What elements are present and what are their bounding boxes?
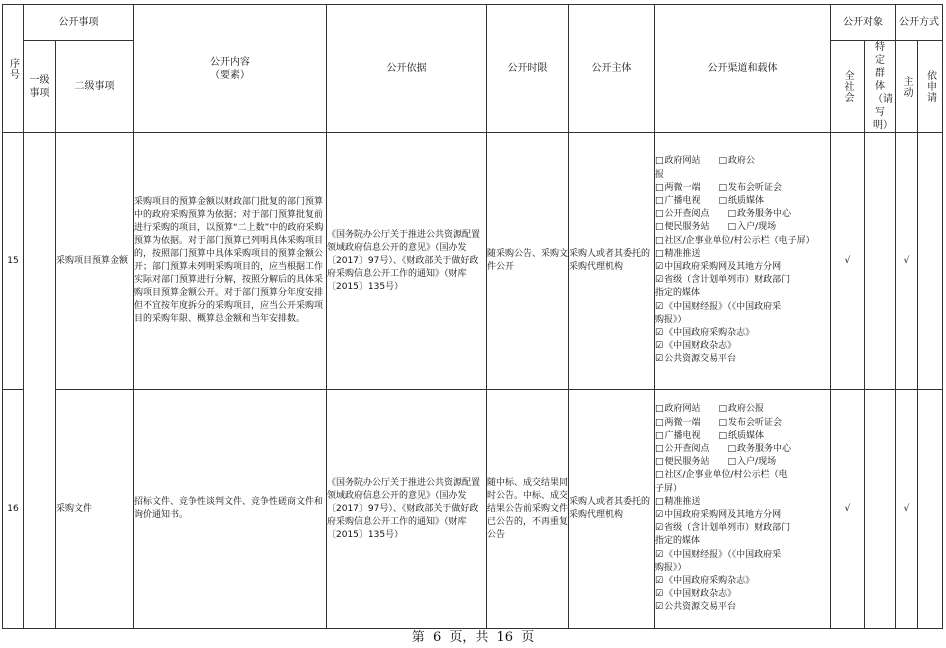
table-row [3,133,943,390]
channel-label: 两微一端 [664,182,701,193]
channel-line [655,443,830,456]
checkbox-icon: □ [718,404,728,415]
channel-label: 公开查阅点 [664,443,710,454]
channel-line [655,327,830,340]
channel-label: 中国政府采购网及其地方分网 [664,510,782,520]
disclosure-table [2,4,943,629]
channel-label: 政府公 [728,156,756,167]
channel-label: 《中国政府采购杂志》 [664,328,755,339]
checkbox-icon: □ [655,209,664,220]
checkbox-icon: □ [655,195,664,206]
channel-label: 《中国财政杂志》 [664,341,737,352]
row-seq: 15 [3,133,24,390]
header-seq: 序号 [3,5,24,133]
channel-line [655,155,830,168]
checkbox-icon: □ [718,417,728,428]
channel-line [655,403,830,416]
channel-label: 《中国财经报》（《中国政府采 [664,549,782,560]
header-content-sub: （要素） [210,69,250,81]
row-seq: 16 [3,390,24,629]
row-audience-specific [865,390,896,629]
row-level2: 采购文件 [56,390,134,629]
checkbox-icon: □ [718,182,728,193]
channel-line [655,509,830,522]
footer-total-pages: 16 [496,630,514,645]
channel-line [655,496,830,509]
row-mode-request [918,133,943,390]
channel-line [655,274,830,287]
channel-label: 广播电视 [664,430,701,441]
header-content-title: 公开内容 [210,56,250,68]
checked-box-icon: ☑ [655,301,664,312]
checked-box-icon: ☑ [655,328,664,339]
channel-label: 政府网站 [664,156,701,167]
channel-label: 入户/现场 [737,222,777,233]
row-subject: 采购人或者其委托的采购代理机构 [569,133,655,390]
channel-label: 公共资源交易平台 [664,354,737,365]
page-footer [0,626,946,645]
row-mode-active: √ [896,133,918,390]
channel-line [655,221,830,234]
channel-line [655,182,830,195]
channel-label: 公共资源交易平台 [664,602,737,613]
channel-label: 广播电视 [664,195,701,206]
checked-box-icon: ☑ [655,576,664,587]
header-level1: 一级事项 [24,41,56,133]
checkbox-icon: □ [655,457,664,468]
channel-label: 纸质媒体 [728,430,765,441]
header-mode-request: 依申请 [918,41,943,133]
checked-box-icon: ☑ [655,262,664,272]
table-row [3,390,943,629]
header-audience-all: 全社会 [831,41,865,133]
channel-line [655,208,830,221]
row-subject: 采购人或者其委托的采购代理机构 [569,390,655,629]
channel-label: 发布会听证会 [728,417,783,428]
channel-label: 政务服务中心 [737,209,792,220]
row-audience-all: √ [831,133,865,390]
channel-line [655,562,830,575]
header-audience-group: 公开对象 [831,5,896,41]
checked-box-icon: ☑ [655,549,664,560]
row-channels [655,390,831,629]
channel-label: 指定的媒体 [655,288,701,299]
header-items-group: 公开事项 [24,5,134,41]
channel-label: 公开查阅点 [664,209,710,220]
checked-box-icon: ☑ [655,589,664,600]
channel-label: 纸质媒体 [728,195,765,206]
checkbox-icon: □ [655,182,664,193]
channel-line [655,588,830,601]
checkbox-icon: □ [655,156,664,167]
channel-line [655,469,830,482]
channel-label: 两微一端 [664,417,701,428]
channel-label: 报 [655,169,665,180]
header-mode-group: 公开方式 [896,5,943,41]
channel-label: 中国政府采购网及其地方分网 [664,262,782,272]
checkbox-icon: □ [718,156,728,167]
row-channels [655,133,831,390]
checkbox-icon: □ [727,209,737,220]
channel-line [655,535,830,548]
header-level2: 二级事项 [56,41,134,133]
channel-line [655,430,830,443]
channel-line [655,456,830,469]
checkbox-icon: □ [655,404,664,415]
footer-suffix: 页 [521,630,535,645]
channel-line [655,483,830,496]
channel-label: 政务服务中心 [737,443,792,454]
checkbox-icon: □ [655,430,664,441]
checkbox-icon: □ [727,443,737,454]
channel-label: 购报》） [655,562,687,573]
channel-line [655,353,830,366]
checkbox-icon: □ [727,222,737,233]
header-basis: 公开依据 [327,5,487,133]
checkbox-icon: □ [655,417,664,428]
channel-line [655,417,830,430]
channel-label: 社区/企事业单位/村公示栏（电 [664,470,788,481]
channel-line [655,549,830,562]
channel-label: 购报》） [655,314,687,325]
row-timeframe: 随采购公告、采购文件公开 [487,133,569,390]
channel-line [655,301,830,314]
footer-prefix: 第 [411,630,425,645]
checkbox-icon: □ [655,222,664,233]
row-basis: 《国务院办公厅关于推进公共资源配置领域政府信息公开的意见》（国办发〔2017〕97号）、《财政部关于做好政府采购信息公开工作的通知》（财库〔2015〕135号） [327,133,487,390]
channel-line [655,195,830,208]
row-mode-request [918,390,943,629]
channel-label: 发布会听证会 [728,182,783,193]
footer-mid: 页，共 [449,630,489,645]
channel-label: 政府公报 [728,404,765,415]
channel-line [655,235,830,248]
channel-line [655,575,830,588]
channel-line [655,601,830,614]
checked-box-icon: ☑ [655,602,664,613]
checked-box-icon: ☑ [655,275,664,286]
header-subject: 公开主体 [569,5,655,133]
channel-label: 《中国财政杂志》 [664,589,737,600]
checkbox-icon: □ [655,248,664,259]
channel-line [655,314,830,327]
footer-page-number: 6 [432,630,442,645]
channel-line [655,261,830,274]
row-basis: 《国务院办公厅关于推进公共资源配置领域政府信息公开的意见》（国办发〔2017〕97号）、《财政部关于做好政府采购信息公开工作的通知》（财库〔2015〕135号） [327,390,487,629]
checked-box-icon: ☑ [655,341,664,352]
channel-label: 省级（含计划单列市）财政部门 [664,523,791,534]
channel-line [655,287,830,300]
header-channels: 公开渠道和载体 [655,5,831,133]
channel-label: 子屏） [655,483,683,494]
checkbox-icon: □ [655,470,664,481]
channel-label: 《中国政府采购杂志》 [664,576,755,587]
channel-label: 入户/现场 [737,457,777,468]
checked-box-icon: ☑ [655,354,664,365]
header-content [134,5,327,133]
header-timeframe: 公开时限 [487,5,569,133]
channel-label: 便民服务站 [664,222,710,233]
header-mode-active: 主动 [896,41,918,133]
channel-label: 精准推送 [664,248,701,259]
row-audience-specific [865,133,896,390]
row-timeframe: 随中标、成交结果同时公告。中标、成交结果公告前采购文件已公告的，不再重复公告 [487,390,569,629]
row-mode-active: √ [896,390,918,629]
checkbox-icon: □ [655,235,664,246]
checkbox-icon: □ [718,430,728,441]
checkbox-icon: □ [655,443,664,454]
checked-box-icon: ☑ [655,523,664,534]
row-audience-all: √ [831,390,865,629]
channel-line [655,248,830,261]
channel-label: 精准推送 [664,496,701,507]
row-content: 采购项目的预算金额以财政部门批复的部门预算中的政府采购预算为依据；对于部门预算批复前进行采购的项目，以预算“二上数”中的政府采购预算为依据。对于部门预算已列明具体采购项目的，按照部门预算中具体采购项目的预算金额公开；部门预算未列明采购项目的，应当根据工作实际对部门预算进行分解，按照分解后的具体采购项目预算金额公开。对于部门预算分年度安排但不宜按年度拆分的采购项目，应当公开采购项目的采购年限、概算总金额和当年安排数。 [134,133,327,390]
channel-label: 《中国财经报》（《中国政府采 [664,301,782,312]
channel-label: 便民服务站 [664,457,710,468]
checked-box-icon: ☑ [655,510,664,520]
channel-line [655,340,830,353]
checkbox-icon: □ [655,496,664,507]
header-audience-specific: 特定群体（请写明） [865,41,896,133]
channel-line [655,169,830,182]
checkbox-icon: □ [718,195,728,206]
row-level2: 采购项目预算金额 [56,133,134,390]
channel-label: 省级（含计划单列市）财政部门 [664,275,791,286]
row-level1 [24,133,56,629]
channel-line [655,522,830,535]
checkbox-icon: □ [727,457,737,468]
channel-label: 政府网站 [664,404,701,415]
channel-label: 指定的媒体 [655,536,701,547]
channel-label: 社区/企事业单位/村公示栏（电子屏） [664,235,815,246]
row-content: 招标文件、竞争性谈判文件、竞争性磋商文件和询价通知书。 [134,390,327,629]
